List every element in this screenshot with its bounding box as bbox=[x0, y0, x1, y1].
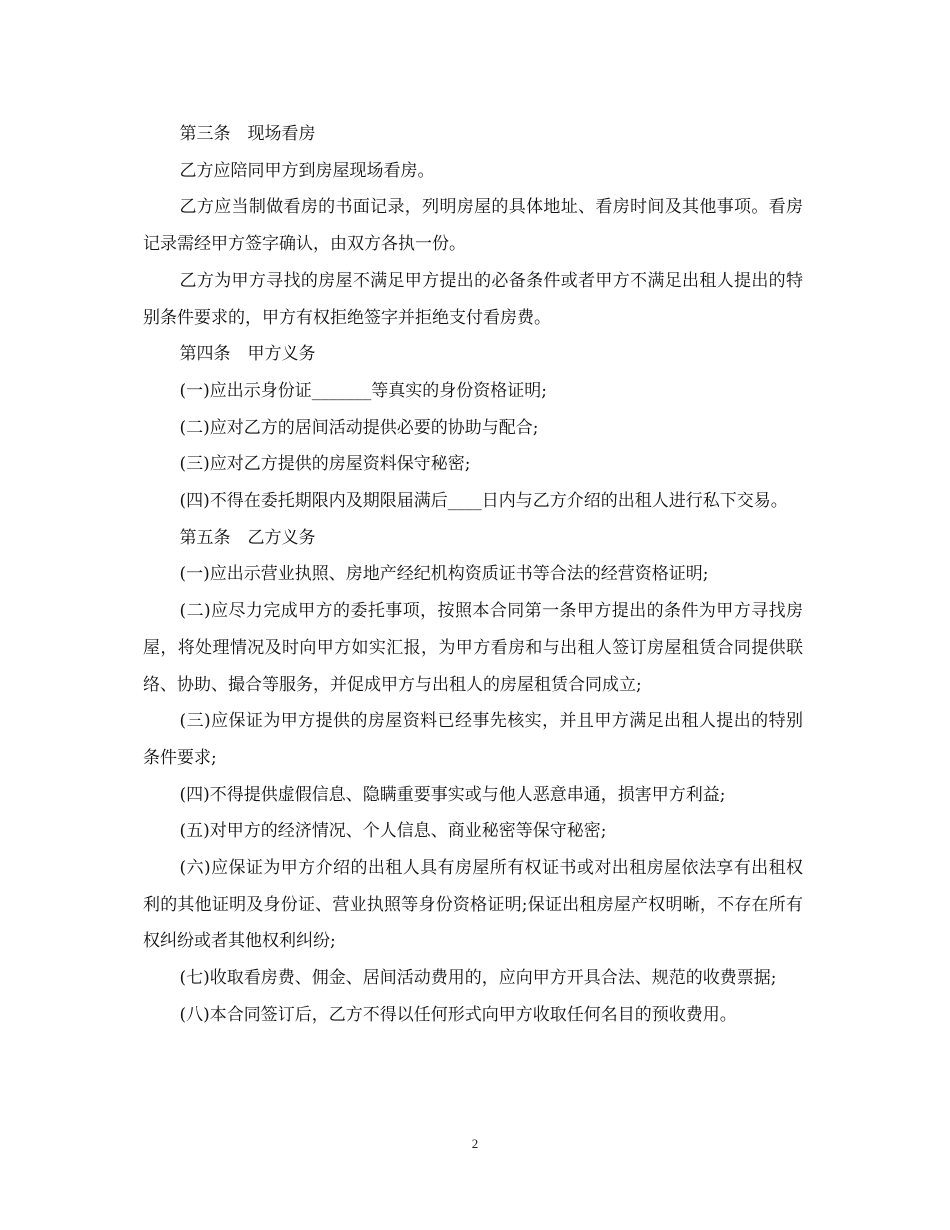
article-4-item-2: (二)应对乙方的居间活动提供必要的协助与配合; bbox=[179, 417, 539, 438]
page-number: 2 bbox=[471, 1136, 479, 1151]
article-5-item-4: (四)不得提供虚假信息、隐瞒重要事实或与他人恶意串通，损害甲方利益; bbox=[179, 784, 726, 805]
article-5-item-1: (一)应出示营业执照、房地产经纪机构资质证书等合法的经营资格证明; bbox=[179, 564, 709, 585]
article-3-paragraph-2: 乙方应当制做看房的书面记录，列明房屋的具体地址、看房时间及其他事项。看房记录需经甲方签字确认，由双方各执一份。 bbox=[143, 197, 803, 255]
article-4-heading: 第四条 甲方义务 bbox=[179, 344, 316, 365]
article-3-paragraph-3: 乙方为甲方寻找的房屋不满足甲方提出的必备条件或者甲方不满足出租人提出的特别条件要求的，甲方有权拒绝签字并拒绝支付看房费。 bbox=[143, 270, 803, 328]
article-5-item-8: (八)本合同签订后，乙方不得以任何形式向甲方收取任何名目的预收费用。 bbox=[179, 1004, 737, 1025]
article-5-item-5: (五)对甲方的经济情况、个人信息、商业秘密等保守秘密; bbox=[179, 821, 607, 842]
article-4-item-1: (一)应出示身份证_______等真实的身份资格证明; bbox=[179, 380, 548, 401]
article-5-item-3: (三)应保证为甲方提供的房屋资料已经事先核实，并且甲方满足出租人提出的特别条件要求; bbox=[143, 711, 803, 768]
article-4-item-3: (三)应对乙方提供的房屋资料保守秘密; bbox=[179, 454, 471, 475]
article-5-item-6: (六)应保证为甲方介绍的出租人具有房屋所有权证书或对出租房屋依法享有出租权利的其他证明及身份证、营业执照等身份资格证明;保证出租房屋产权明晰，不存在所有权纠纷或者其他权利纠纷; bbox=[143, 858, 803, 952]
article-5-item-2: (二)应尽力完成甲方的委托事项，按照本合同第一条甲方提出的条件为甲方寻找房屋，将处理情况及时向甲方如实汇报，为甲方看房和与出租人签订房屋租赁合同提供联络、协助、撮合等服务，并促成甲方与出租人的房屋租赁合同成立; bbox=[143, 601, 803, 695]
article-3-paragraph-1: 乙方应陪同甲方到房屋现场看房。 bbox=[179, 160, 435, 181]
article-3-heading: 第三条 现场看房 bbox=[179, 124, 316, 144]
article-4-item-4: (四)不得在委托期限内及期限届满后____日内与乙方介绍的出租人进行私下交易。 bbox=[179, 491, 788, 512]
document-body bbox=[143, 116, 803, 1034]
article-5-heading: 第五条 乙方义务 bbox=[179, 527, 316, 548]
article-5-item-7: (七)收取看房费、佣金、居间活动费用的，应向甲方开具合法、规范的收费票据; bbox=[179, 968, 777, 989]
